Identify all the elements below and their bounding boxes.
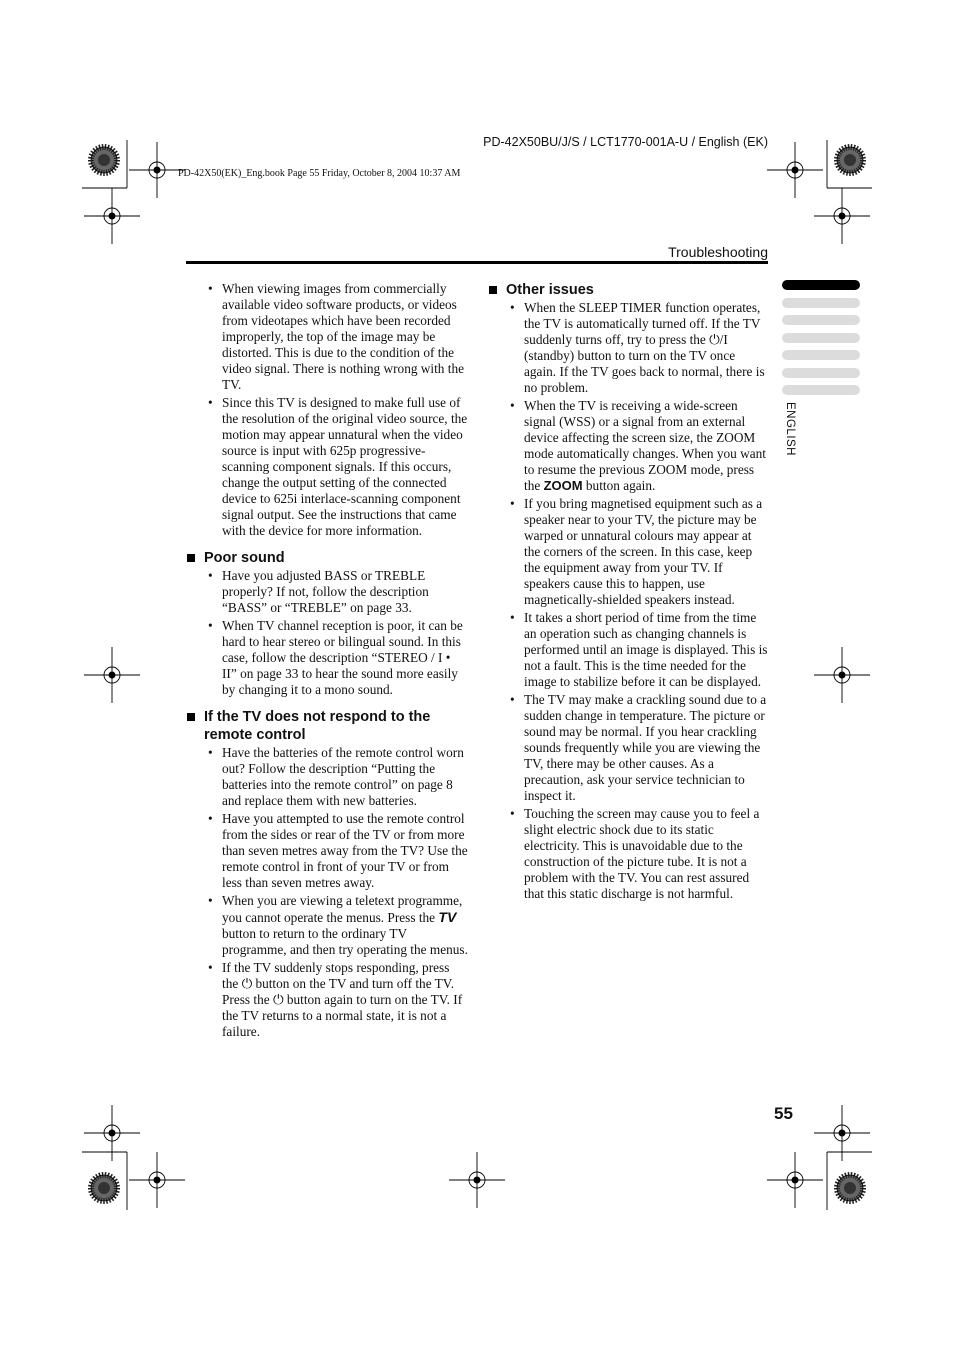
standby-power-icon: ⏻/I [709, 332, 728, 347]
zoom-button-icon: ZOOM [543, 478, 583, 493]
bullet: • [208, 893, 213, 908]
square-bullet-icon [187, 713, 195, 721]
language-label: ENGLISH [784, 402, 796, 456]
list-item [186, 618, 468, 698]
bullet: • [208, 568, 213, 583]
list-item [488, 806, 768, 902]
list-item: • If the TV suddenly stops responding, press the ⏻ button on the TV and turn off the TV. Press the ⏻ button again to turn on the TV. If the TV returns to a normal state, it is not a failure. [208, 960, 463, 1039]
chapter-tab [782, 350, 860, 360]
list-item-text: When viewing images from commercially available video software products, or videos from videotapes which have been recorded improperly, the top of the image may be distorted. This is due to the condition of the video signal. There is nothing wrong with the TV. [222, 281, 465, 392]
square-bullet-icon [489, 286, 497, 294]
chapter-tab [782, 315, 860, 325]
list-item-text: It takes a short period of time from the time an operation such as changing channels is performed until an image is displayed. This is not a fault. This is the time needed for the image to stabilize before it can be displayed. [524, 610, 768, 689]
list-item-text: Touching the screen may cause you to feel a slight electric shock due to its static electricity. This is unavoidable due to the construction of the picture tube. It is not a problem with the TV. You can rest assured that this static discharge is not harmful. [524, 806, 760, 901]
poor-sound-list [186, 568, 468, 698]
chapter-tab [782, 298, 860, 308]
bullet: • [208, 745, 213, 760]
remote-list [186, 745, 468, 1040]
square-bullet-icon [187, 554, 195, 562]
list-item [186, 281, 468, 393]
list-item [488, 496, 768, 608]
list-item [488, 692, 768, 804]
page-number: 55 [774, 1104, 793, 1123]
bullet: • [510, 398, 515, 413]
bullet: • [208, 395, 213, 410]
list-item-text: If you bring magnetised equipment such as a speaker near to your TV, the picture may be warped or unnatural colours may appear at the corners of the screen. In this case, keep the equipment away from your TV. If speakers cause this to happen, use magnetically-shielded speakers instead. [524, 496, 763, 607]
section-title: Troubleshooting [668, 244, 768, 260]
list-item-text: Have you adjusted BASS or TREBLE properly? If not, follow the description “BASS” or “TREBLE” on page 33. [222, 568, 429, 615]
tv-button-icon: TV [438, 909, 457, 925]
list-item-text: Have the batteries of the remote control worn out? Follow the description “Putting the batteries into the remote control” on page 8 and replace them with new batteries. [222, 745, 464, 808]
list-item: • When the TV is receiving a wide-screen signal (WSS) or a signal from an external device affecting the screen size, the ZOOM mode automatically changes. When you want to resume the previous ZOOM mode, press the ZOOM button again. [510, 398, 766, 493]
book-print-info: PD-42X50(EK)_Eng.book Page 55 Friday, October 8, 2004 10:37 AM [178, 168, 461, 179]
intro-list [186, 281, 468, 539]
list-item [488, 610, 768, 690]
document-id: PD-42X50BU/J/S / LCT1770-001A-U / English (EK) [483, 135, 768, 149]
bullet: • [208, 618, 213, 633]
list-item: • When you are viewing a teletext programme, you cannot operate the menus. Press the TV button to return to the ordinary TV programme, and then try operating the menus. [208, 893, 468, 957]
bullet: • [510, 496, 515, 511]
right-column [488, 281, 768, 904]
remote-heading: If the TV does not respond to the remote control [186, 708, 468, 744]
chapter-tab [782, 368, 860, 378]
header-rule [186, 261, 768, 264]
list-item-text: Since this TV is designed to make full use of the resolution of the original video source, the motion may appear unnatural when the video source is input with 625p progressive-scanning component signals. If this occurs, change the output setting of the connected device to 625i interlace-scanning component signal output. See the instructions that came with the device for more information. [222, 395, 468, 538]
list-item-text: Have you attempted to use the remote control from the sides or rear of the TV or from more than seven metres away from the TV? Use the remote control in front of your TV or from less than seven metres away. [222, 811, 468, 890]
power-icon: ⏻ [272, 992, 284, 1007]
list-item-text: The TV may make a crackling sound due to a sudden change in temperature. The picture or sound may be normal. If you hear crackling sounds frequently while you are viewing the TV, there may be other causes. As a precaution, ask your service technician to inspect it. [524, 692, 767, 803]
bullet: • [510, 300, 515, 315]
other-issues-heading: Other issues [488, 281, 768, 299]
bullet: • [510, 610, 515, 625]
bullet: • [510, 692, 515, 707]
power-icon: ⏻ [241, 976, 253, 991]
chapter-tabs [782, 280, 860, 403]
other-issues-list [488, 300, 768, 902]
list-item: • When the SLEEP TIMER function operates, the TV is automatically turned off. If the TV suddenly turns off, try to press the ⏻/I (standby) button to turn on the TV once again. If the TV goes back to normal, there is no problem. [510, 300, 765, 395]
list-item [186, 745, 468, 809]
left-column [186, 281, 468, 1042]
bullet: • [208, 811, 213, 826]
bullet: • [208, 281, 213, 296]
chapter-tab-active [782, 280, 860, 290]
chapter-tab [782, 333, 860, 343]
bullet: • [510, 806, 515, 821]
list-item [186, 395, 468, 539]
poor-sound-heading: Poor sound [186, 549, 468, 567]
list-item-text: When TV channel reception is poor, it can be hard to hear stereo or bilingual sound. In this case, follow the description “STEREO / I • II” on page 33 to hear the sound more easily by changing it to a mono sound. [222, 618, 463, 697]
bullet: • [208, 960, 213, 975]
chapter-tab [782, 385, 860, 395]
list-item [186, 811, 468, 891]
list-item [186, 568, 468, 616]
